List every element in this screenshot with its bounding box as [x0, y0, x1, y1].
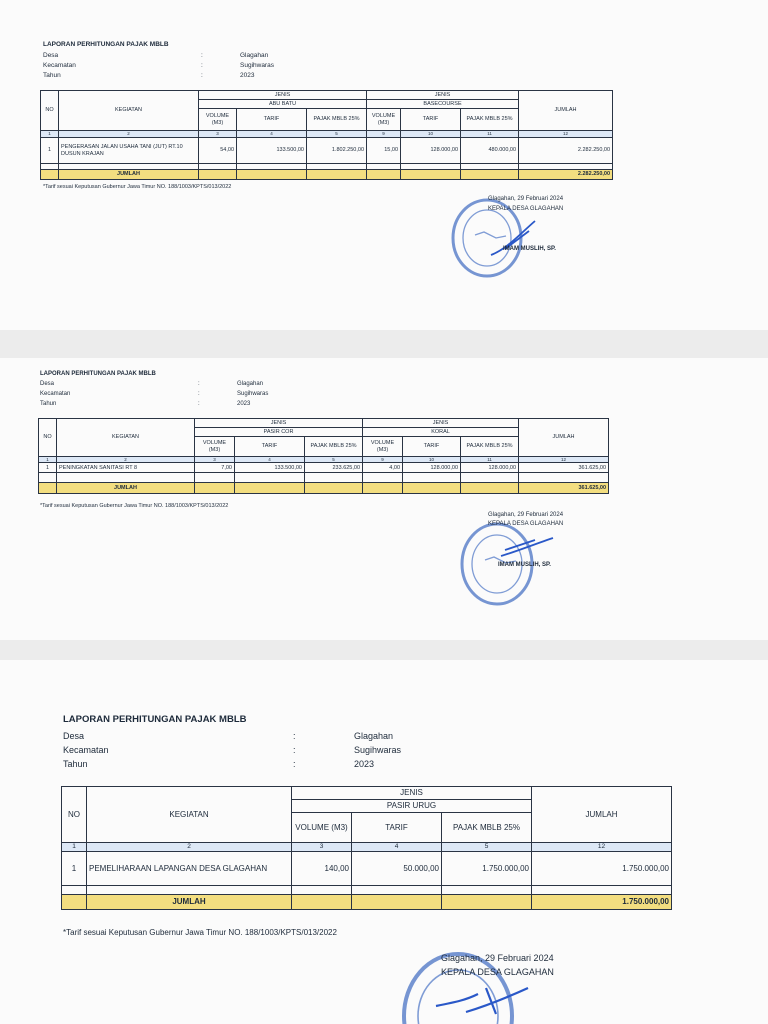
- row-cell: 128.000,00: [401, 138, 461, 164]
- pajak-header: PAJAK MBLB 25%: [442, 813, 532, 843]
- sign-position: KEPALA DESA GLAGAHAN: [488, 521, 564, 527]
- row-jumlah: 1.750.000,00: [532, 852, 672, 886]
- material-header: BASECOURSE: [367, 100, 519, 109]
- sign-place-date: Glagahan, 29 Februari 2024: [441, 953, 554, 963]
- total-value: 1.750.000,00: [532, 895, 672, 910]
- kegiatan-header: KEGIATAN: [59, 91, 199, 131]
- total-label: JUMLAH: [87, 895, 292, 910]
- row-cell: 233.625,00: [305, 463, 363, 473]
- info-label: Kecamatan: [43, 62, 76, 69]
- index-cell: 4: [237, 131, 307, 138]
- jenis-header: JENIS: [367, 91, 519, 100]
- row-cell: 128.000,00: [461, 463, 519, 473]
- volume-header: VOLUME (M3): [292, 813, 352, 843]
- tarif-header: TARIF: [352, 813, 442, 843]
- index-cell: 12: [519, 457, 609, 463]
- row-jumlah: 361.625,00: [519, 463, 609, 473]
- index-cell: 2: [59, 131, 199, 138]
- info-colon: :: [293, 759, 296, 769]
- row-cell: 128.000,00: [403, 463, 461, 473]
- material-header: PASIR URUG: [292, 800, 532, 813]
- total-value: 361.625,00: [519, 483, 609, 494]
- page-gap: [0, 330, 768, 358]
- report-title: LAPORAN PERHITUNGAN PAJAK MBLB: [63, 714, 247, 725]
- signature-block: [488, 196, 598, 256]
- signature-block: [441, 953, 601, 983]
- info-value: 2023: [237, 401, 251, 407]
- index-cell: 1: [41, 131, 59, 138]
- volume-header: VOLUME (M3): [195, 437, 235, 457]
- jumlah-header: JUMLAH: [519, 419, 609, 457]
- tax-table: [61, 786, 672, 910]
- signature-block: [488, 512, 598, 572]
- row-no: 1: [41, 138, 59, 164]
- index-cell: 4: [235, 457, 305, 463]
- total-value: 2.282.250,00: [519, 170, 613, 180]
- row-kegiatan: PEMELIHARAAN LAPANGAN DESA GLAGAHAN: [87, 852, 292, 886]
- info-value: Glagahan: [354, 731, 394, 741]
- row-cell: 50.000,00: [352, 852, 442, 886]
- tarif-header: TARIF: [401, 109, 461, 131]
- index-cell: 5: [442, 843, 532, 852]
- index-cell: 4: [352, 843, 442, 852]
- row-kegiatan: PENINGKATAN SANITASI RT 8: [57, 463, 195, 473]
- info-colon: :: [198, 391, 200, 397]
- sign-name: IMAM MUSLIH, SP.: [498, 562, 551, 568]
- page-gap: [0, 640, 768, 660]
- row-no: 1: [39, 463, 57, 473]
- index-cell: 1: [39, 457, 57, 463]
- row-jumlah: 2.282.250,00: [519, 138, 613, 164]
- material-header: KORAL: [363, 428, 519, 437]
- info-value: 2023: [354, 759, 375, 769]
- sign-name: IMAM MUSLIH, SP.: [503, 246, 556, 252]
- jenis-header: JENIS: [195, 419, 363, 428]
- jenis-header: JENIS: [292, 787, 532, 800]
- row-cell: 1.802.250,00: [307, 138, 367, 164]
- info-colon: :: [201, 62, 203, 69]
- tarif-note: *Tarif sesuai Keputusan Gubernur Jawa Timur NO. 188/1003/KPTS/013/2022: [40, 503, 229, 509]
- info-colon: :: [198, 401, 200, 407]
- index-cell: 5: [307, 131, 367, 138]
- row-cell: 4,00: [363, 463, 403, 473]
- info-colon: :: [293, 731, 296, 741]
- sign-place-date: Glagahan, 29 Februari 2024: [488, 512, 564, 518]
- jumlah-header: JUMLAH: [519, 91, 613, 131]
- total-row: [39, 483, 609, 494]
- pajak-header: PAJAK MBLB 25%: [307, 109, 367, 131]
- table-row: [62, 852, 672, 886]
- tax-table: [38, 418, 609, 494]
- table-row: [39, 463, 609, 473]
- pajak-header: PAJAK MBLB 25%: [305, 437, 363, 457]
- index-cell: 9: [367, 131, 401, 138]
- info-label: Kecamatan: [40, 391, 71, 397]
- jenis-header: JENIS: [199, 91, 367, 100]
- info-colon: :: [293, 745, 296, 755]
- no-header: NO: [41, 91, 59, 131]
- index-cell: 11: [461, 457, 519, 463]
- info-colon: :: [198, 381, 200, 387]
- row-cell: 133.500,00: [235, 463, 305, 473]
- info-value: Glagahan: [237, 381, 264, 387]
- jenis-header: JENIS: [363, 419, 519, 428]
- row-cell: 133.500,00: [237, 138, 307, 164]
- index-cell: 12: [519, 131, 613, 138]
- info-value: Sugihwaras: [237, 391, 269, 397]
- info-value: Sugihwaras: [240, 62, 274, 69]
- pajak-header: PAJAK MBLB 25%: [461, 437, 519, 457]
- sign-position: KEPALA DESA GLAGAHAN: [441, 967, 554, 977]
- info-label: Desa: [63, 731, 85, 741]
- volume-header: VOLUME (M3): [199, 109, 237, 131]
- row-kegiatan: PENGERASAN JALAN USAHA TANI (JUT) RT.10 DUSUN KRAJAN: [59, 138, 199, 164]
- index-cell: 10: [403, 457, 461, 463]
- index-cell: 11: [461, 131, 519, 138]
- info-colon: :: [201, 52, 203, 59]
- info-label: Desa: [40, 381, 55, 387]
- jumlah-header: JUMLAH: [532, 787, 672, 843]
- info-value: 2023: [240, 72, 255, 79]
- table-row: [41, 138, 613, 164]
- report-info: [40, 381, 340, 411]
- info-colon: :: [201, 72, 203, 79]
- report-title: LAPORAN PERHITUNGAN PAJAK MBLB: [43, 41, 169, 48]
- index-cell: 2: [57, 457, 195, 463]
- tarif-header: TARIF: [403, 437, 461, 457]
- info-label: Tahun: [63, 759, 88, 769]
- report-info: [43, 52, 343, 82]
- info-value: Glagahan: [240, 52, 269, 59]
- info-value: Sugihwaras: [354, 745, 402, 755]
- total-label: JUMLAH: [59, 170, 199, 180]
- index-cell: 9: [363, 457, 403, 463]
- total-row: [41, 170, 613, 180]
- index-cell: 10: [401, 131, 461, 138]
- row-cell: 1.750.000,00: [442, 852, 532, 886]
- total-label: JUMLAH: [57, 483, 195, 494]
- pajak-header: PAJAK MBLB 25%: [461, 109, 519, 131]
- index-cell: 2: [87, 843, 292, 852]
- index-cell: 3: [195, 457, 235, 463]
- tax-table: [40, 90, 613, 180]
- info-label: Kecamatan: [63, 745, 109, 755]
- info-label: Desa: [43, 52, 59, 59]
- info-label: Tahun: [43, 72, 61, 79]
- tarif-header: TARIF: [235, 437, 305, 457]
- tarif-note: *Tarif sesuai Keputusan Gubernur Jawa Timur NO. 188/1003/KPTS/013/2022: [43, 184, 232, 190]
- index-cell: 5: [305, 457, 363, 463]
- volume-header: VOLUME (M3): [363, 437, 403, 457]
- no-header: NO: [39, 419, 57, 457]
- index-cell: 3: [199, 131, 237, 138]
- row-cell: 54,00: [199, 138, 237, 164]
- material-header: PASIR COR: [195, 428, 363, 437]
- kegiatan-header: KEGIATAN: [87, 787, 292, 843]
- info-label: Tahun: [40, 401, 57, 407]
- row-cell: 15,00: [367, 138, 401, 164]
- row-no: 1: [62, 852, 87, 886]
- material-header: ABU BATU: [199, 100, 367, 109]
- index-cell: 3: [292, 843, 352, 852]
- index-cell: 1: [62, 843, 87, 852]
- tarif-header: TARIF: [237, 109, 307, 131]
- report-title: LAPORAN PERHITUNGAN PAJAK MBLB: [40, 371, 156, 377]
- row-cell: 140,00: [292, 852, 352, 886]
- kegiatan-header: KEGIATAN: [57, 419, 195, 457]
- total-row: [62, 895, 672, 910]
- report-info: [63, 731, 483, 776]
- no-header: NO: [62, 787, 87, 843]
- sign-position: KEPALA DESA GLAGAHAN: [488, 206, 564, 212]
- row-cell: 480.000,00: [461, 138, 519, 164]
- index-cell: 12: [532, 843, 672, 852]
- row-cell: 7,00: [195, 463, 235, 473]
- tarif-note: *Tarif sesuai Keputusan Gubernur Jawa Timur NO. 188/1003/KPTS/013/2022: [63, 928, 337, 937]
- volume-header: VOLUME (M3): [367, 109, 401, 131]
- sign-place-date: Glagahan, 29 Februari 2024: [488, 196, 564, 202]
